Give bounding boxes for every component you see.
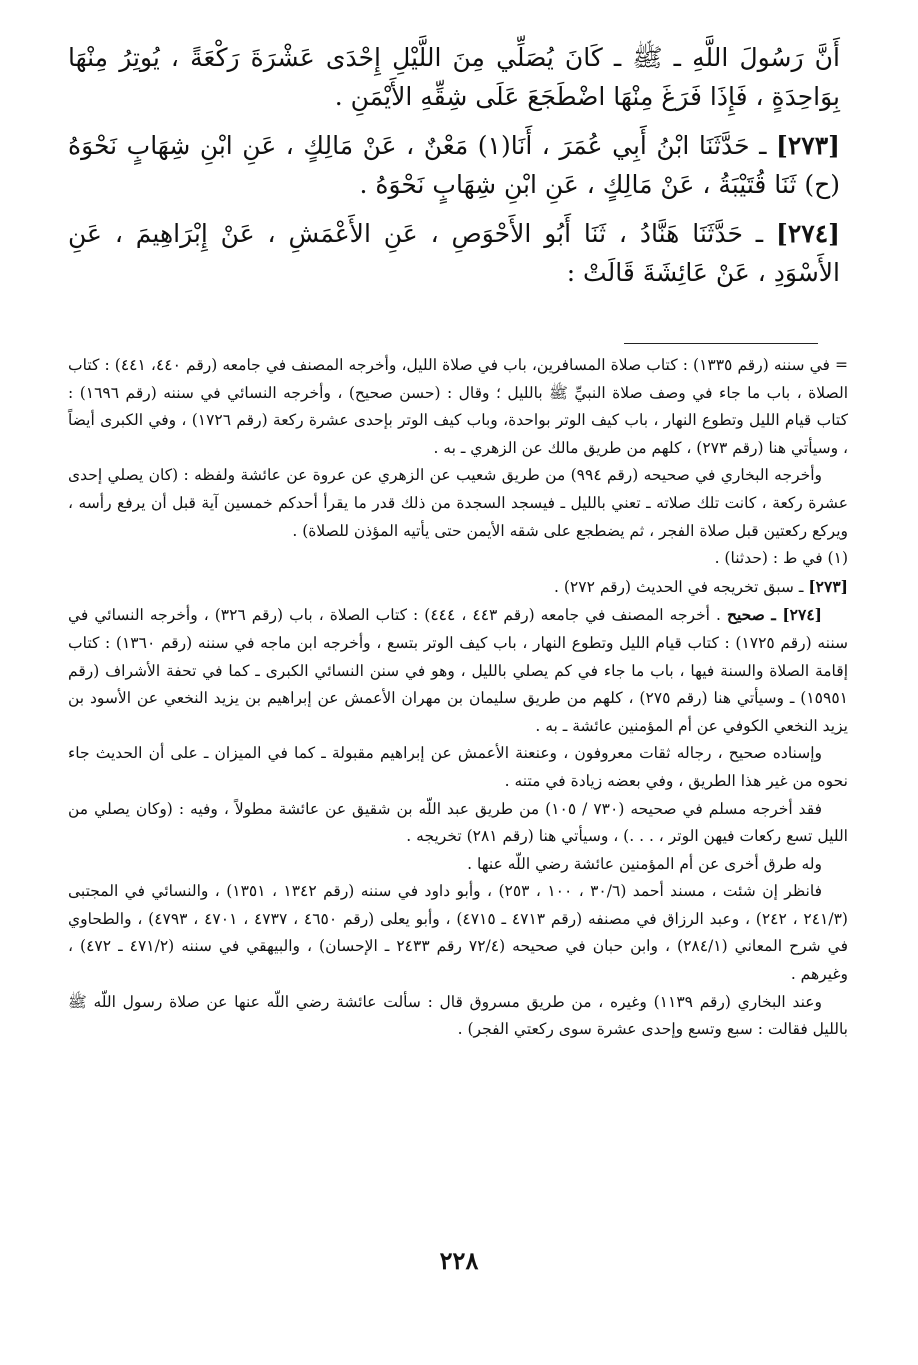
hadith-paragraph xyxy=(68,126,840,204)
hadith-number: [٢٧٤] xyxy=(776,219,840,248)
hadith-text: أَنَّ رَسُولَ اللَّهِ ـ ﷺ ـ كَانَ يُصَلِّي مِنَ اللَّيْلِ إِحْدَى عَشْرَةَ رَكْعَةً ، يُوتِرُ مِنْهَا بِوَاحِدَةٍ ، فَإِذَا فَرَغَ مِنْهَا اضْطَجَعَ عَلَى شِقِّهِ الأَيْمَنِ . xyxy=(68,43,840,111)
footnote-paragraph xyxy=(68,573,848,602)
footnote-text: (١) في ط : (حدثنا) . xyxy=(714,549,848,568)
footnote-paragraph xyxy=(68,352,848,462)
footnotes-section xyxy=(68,352,848,1044)
footnote-text: = في سننه (رقم ١٣٣٥) : كتاب صلاة المسافرين، باب في صلاة الليل، وأخرجه المصنف في جامعه (رقم ٤٤٠، ٤٤١) : كتاب الصلاة ، باب ما جاء في وصف صلاة النبيِّ ﷺ بالليل ؛ وقال : (حسن صحيح) ، وأخرجه النسائي في سننه (رقم ١٦٩٦) : كتاب قيام الليل وتطوع النهار ، باب كيف الوتر بواحدة، وباب كيف الوتر بإحدى عشرة ركعة (رقم ١٧٢٦) ، وفي الكبرى أيضاً ، وسيأتي هنا (رقم ٢٧٣) ، كلهم من طريق مالك عن الزهري ـ به . xyxy=(68,356,849,457)
footnote-text: فانظر إن شئت ، مسند أحمد (٣٠/٦ ، ١٠٠ ، ٢٥٣) ، وأبو داود في سننه (رقم ١٣٤٢ ، ١٣٥١) ، والنسائي في المجتبى (٢٤١/٣ ، ٢٤٢) ، وعبد الرزاق في مصنفه (رقم ٤٧١٣ ـ ٤٧١٥) ، وأبو يعلى (رقم ٤٦٥٠ ، ٤٧٣٧ ، ٤٧٠١ ، ٤٧٩٣) ، والطحاوي في شرح المعاني (٢٨٤/١) ، وابن حبان في صحيحه (٧٢/٤ رقم ٢٤٣٣ ـ الإحسان) ، والبيهقي في سننه (٤٧١/٢ ـ ٤٧٢) ، وغيرهم . xyxy=(68,882,848,984)
footnote-heading: [٢٧٣] xyxy=(808,576,848,596)
footnote-paragraph xyxy=(68,545,848,573)
footnote-paragraph xyxy=(68,989,848,1044)
footnote-paragraph xyxy=(68,878,848,988)
footnote-paragraph xyxy=(68,740,848,795)
footnote-text: . أخرجه المصنف في جامعه (رقم ٤٤٣ ، ٤٤٤) : كتاب الصلاة ، باب (رقم ٣٢٦) ، وأخرجه النسائي في سننه (رقم ١٧٢٥) : كتاب قيام الليل وتطوع النهار ، باب كيف الوتر بتسع ، وأخرجه ابن ماجه في سننه (رقم ١٣٦٠) : كتاب إقامة الصلاة والسنة فيها ، باب ما جاء في كم يصلي بالليل ، وهو في سنن النسائي الكبرى ـ كما في تحفة الأشراف (رقم ١٥٩٥١) ـ وسيأتي هنا (رقم ٢٧٥) ، كلهم من طريق سليمان بن مهران الأعمش عن إبراهيم بن يزيد النخعي عن الأسود بن يزيد النخعي الكوفي عن أم المؤمنين عائشة ـ به . xyxy=(68,606,848,735)
page-number: ٢٢٨ xyxy=(439,1246,479,1275)
footnote-paragraph xyxy=(68,851,848,879)
footnote-heading: [٢٧٤] ـ صحيح xyxy=(726,605,822,625)
footnote-text: ـ سبق تخريجه في الحديث (رقم ٢٧٢) . xyxy=(554,577,809,596)
footnote-text: وله طرق أخرى عن أم المؤمنين عائشة رضي اللّه عنها . xyxy=(467,854,822,873)
hadith-main-text xyxy=(68,38,840,302)
footnote-text: وإسناده صحيح ، رجاله ثقات معروفون ، وعنعنة الأعمش عن إبراهيم مقبولة ـ كما في الميزان ـ على أن الحديث جاء نحوه من غير هذا الطريق ، وفي بعضه زيادة في متنه . xyxy=(68,744,848,790)
hadith-text: ـ حَدَّثَنَا هَنَّادُ ، ثَنَا أَبُو الأَحْوَصِ ، عَنِ الأَعْمَشِ ، عَنْ إِبْرَاهِيمَ ، عَنِ الأَسْوَدِ ، عَنْ عَائِشَةَ قَالَتْ : xyxy=(68,219,840,287)
footnote-text: وأخرجه البخاري في صحيحه (رقم ٩٩٤) من طريق شعيب عن الزهري عن عروة عن عائشة ولفظه : (كان يصلي إحدى عشرة ركعة ، كانت تلك صلاته ـ تعني بالليل ـ فيسجد السجدة من ذلك قدر ما يقرأ أحدكم خمسين آية قبل أن يرفع رأسه ، ويركع ركعتين قبل صلاة الفجر ، ثم يضطجع على شقه الأيمن حتى يأتيه المؤذن للصلاة) . xyxy=(68,466,848,540)
hadith-text: ـ حَدَّثَنَا ابْنُ أَبِي عُمَرَ ، أَنَا(١) مَعْنٌ ، عَنْ مَالِكٍ ، عَنِ ابْنِ شِهَابٍ نَحْوَهُ (ح) ثَنَا قُتَيْبَةُ ، عَنْ مَالِكٍ ، عَنِ ابْنِ شِهَابٍ نَحْوَهُ . xyxy=(68,131,840,199)
footnote-text: فقد أخرجه مسلم في صحيحه (٧٣٠ / ١٠٥) من طريق عبد اللّه بن شقيق عن عائشة مطولاً ، وفيه : (وكان يصلي من الليل تسع ركعات فيهن الوتر ، . . .) ، وسيأتي هنا (رقم ٢٨١) تخريجه . xyxy=(68,799,848,846)
footnote-separator xyxy=(624,343,818,344)
footnote-paragraph xyxy=(68,462,848,545)
footnote-text: وعند البخاري (رقم ١١٣٩) وغيره ، من طريق مسروق قال : سألت عائشة رضي اللّه عنها عن صلاة رسول اللّه ﷺ بالليل فقالت : سبع وتسع وإحدى عشرة سوى ركعتي الفجر) . xyxy=(68,992,848,1039)
hadith-number: [٢٧٣] xyxy=(776,131,840,160)
footnote-paragraph xyxy=(68,601,848,740)
hadith-paragraph xyxy=(68,38,840,116)
hadith-paragraph xyxy=(68,214,840,292)
footnote-paragraph xyxy=(68,796,848,851)
